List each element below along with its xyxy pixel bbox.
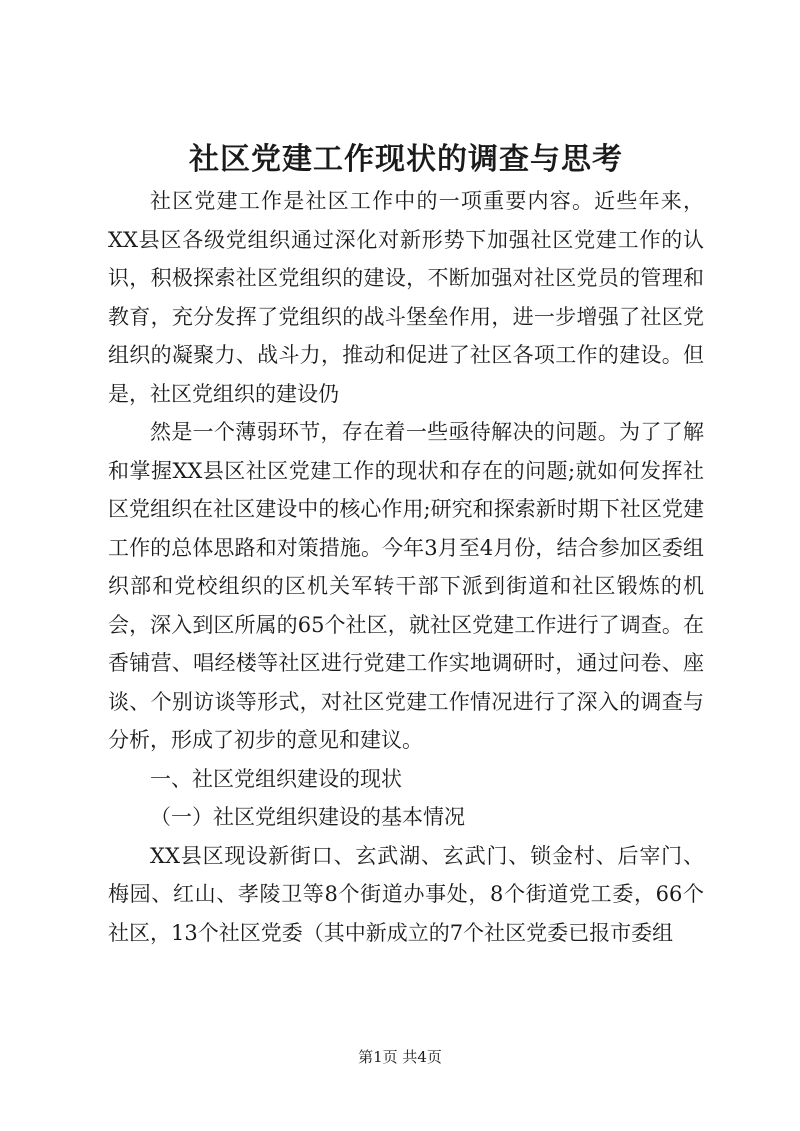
section-heading: 一、社区党组织建设的现状 [150, 766, 402, 791]
document-title: 社区党建工作现状的调查与思考 [189, 142, 623, 177]
subsection-heading: （一）社区党组织建设的基本情况 [150, 805, 465, 829]
paragraph-basic-situation: XX县区现设新街口、玄武湖、玄武门、锁金村、后宰门、梅园、红山、孝陵卫等8个街道办事处，8个街道党工委，66个社区，13个社区党委（其中新成立的7个社区党委已报市委组 [108, 843, 704, 945]
paragraph-intro: 社区党建工作是社区工作中的一项重要内容。近些年来，XX县区各级党组织通过深化对新形势下加强社区党建工作的认识，积极探索社区党组织的建设，不断加强对社区党员的管理和教育，充分发挥了党组织的战斗堡垒作用，进一步增强了社区党组织的凝聚力、战斗力，推动和促进了社区各项工作的建设。但是，社区党组织的建设仍 [108, 189, 704, 406]
document-page [108, 138, 704, 952]
page-footer: 第1页 共4页 [358, 1048, 442, 1066]
paragraph-purpose: 然是一个薄弱环节，存在着一些亟待解决的问题。为了了解和掌握XX县区社区党建工作的现状和存在的问题;就如何发挥社区党组织在社区建设中的核心作用;研究和探索新时期下社区党建工作的总体思路和对策措施。今年3月至4月份，结合参加区委组织部和党校组织的区机关军转干部下派到街道和社区锻炼的机会，深入到区所属的65个社区，就社区党建工作进行了调查。在香铺营、唱经楼等社区进行党建工作实地调研时，通过问卷、座谈、个别访谈等形式，对社区党建工作情况进行了深入的调查与分析，形成了初步的意见和建议。 [108, 420, 704, 752]
